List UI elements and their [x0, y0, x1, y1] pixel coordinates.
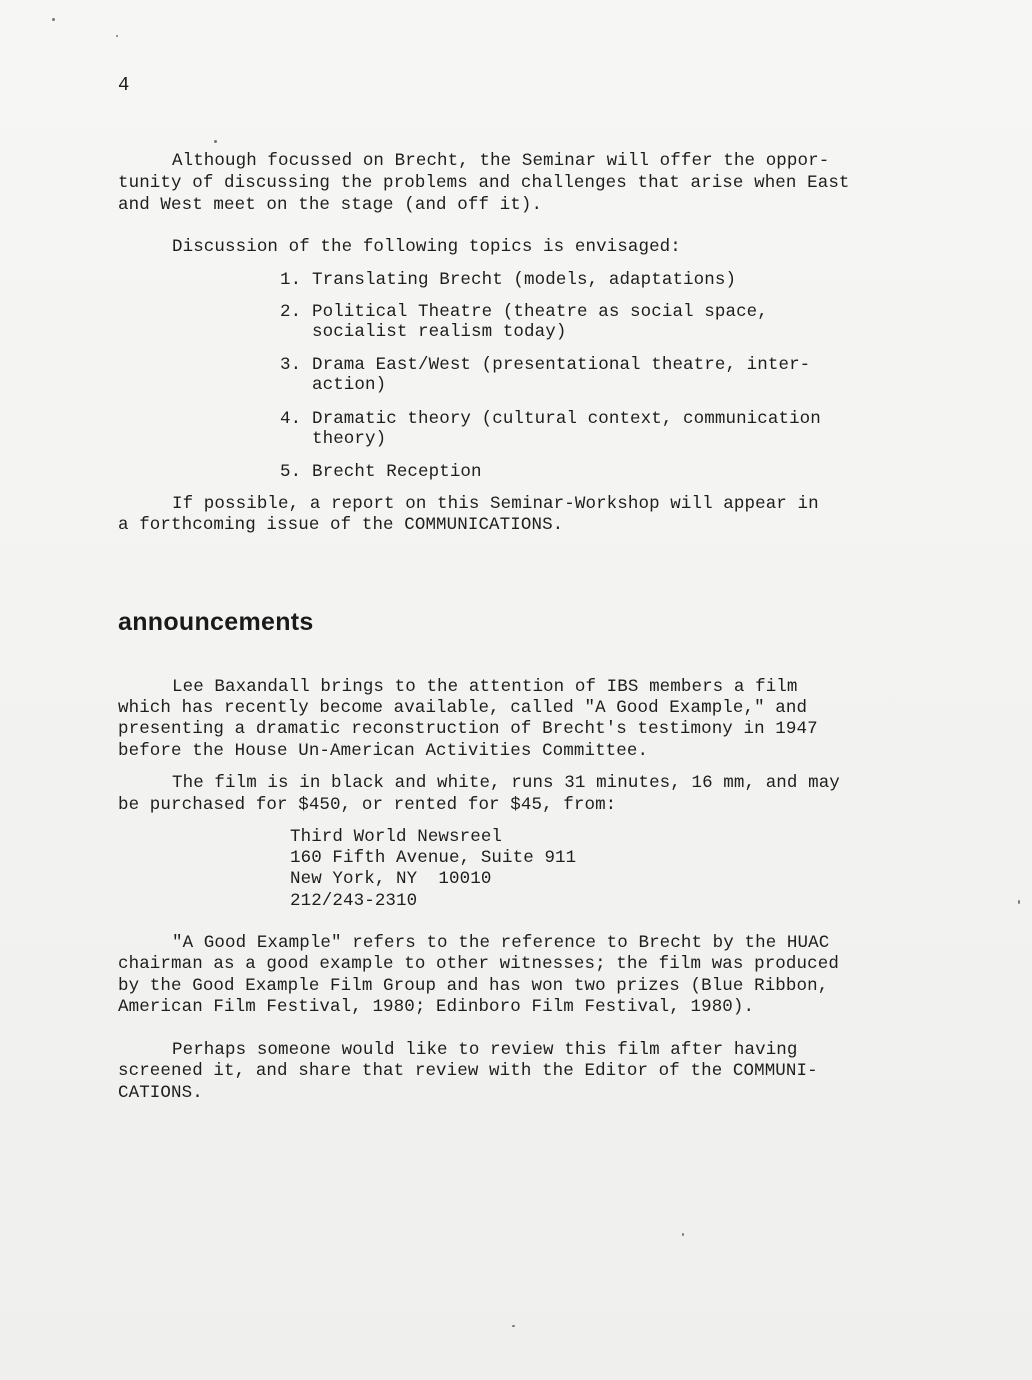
topics-lead: Discussion of the following topics is envisaged:	[172, 237, 681, 257]
paragraph-line: chairman as a good example to other witnesses; the film was produced	[118, 954, 839, 974]
scan-speck	[1018, 900, 1020, 904]
paragraph-line: "A Good Example" refers to the reference to Brecht by the HUAC	[172, 933, 830, 953]
scan-speck	[116, 35, 118, 37]
topic-text: theory)	[312, 429, 387, 449]
topic-text: action)	[312, 375, 387, 395]
scan-speck	[512, 1325, 515, 1327]
topic-number: 5.	[280, 462, 302, 482]
topic-number: 4.	[280, 409, 302, 429]
scan-speck	[52, 18, 55, 21]
topic-text: Drama East/West (presentational theatre, inter-	[312, 355, 811, 375]
scan-speck	[682, 1233, 684, 1236]
intro-line: and West meet on the stage (and off it).	[118, 195, 543, 215]
intro-line: tunity of discussing the problems and challenges that arise when East	[118, 173, 850, 193]
topic-text: Political Theatre (theatre as social space,	[312, 302, 768, 322]
paragraph-line: screened it, and share that review with the Editor of the COMMUNI-	[118, 1061, 818, 1081]
address-line: Third World Newsreel	[290, 827, 503, 847]
paragraph-line: before the House Un-American Activities Committee.	[118, 741, 649, 761]
topic-text: Brecht Reception	[312, 462, 482, 482]
paragraph-line: CATIONS.	[118, 1083, 203, 1103]
scan-speck	[214, 140, 217, 143]
paragraph-line: which has recently become available, called "A Good Example," and	[118, 698, 808, 718]
topic-text: socialist realism today)	[312, 322, 567, 342]
topic-text: Translating Brecht (models, adaptations)	[312, 270, 737, 290]
report-line: If possible, a report on this Seminar-Workshop will appear in	[172, 494, 819, 514]
section-heading: announcements	[118, 608, 314, 636]
paragraph-line: by the Good Example Film Group and has won two prizes (Blue Ribbon,	[118, 976, 829, 996]
topic-number: 1.	[280, 270, 302, 290]
page-number: 4	[118, 74, 130, 96]
topic-number: 2.	[280, 302, 302, 322]
paragraph-line: American Film Festival, 1980; Edinboro Film Festival, 1980).	[118, 997, 755, 1017]
address-line: 160 Fifth Avenue, Suite 911	[290, 848, 577, 868]
intro-line: Although focussed on Brecht, the Seminar will offer the oppor-	[172, 151, 830, 171]
paragraph-line: The film is in black and white, runs 31 minutes, 16 mm, and may	[172, 773, 840, 793]
report-line: a forthcoming issue of the COMMUNICATIONS.	[118, 515, 564, 535]
paragraph-line: Lee Baxandall brings to the attention of IBS members a film	[172, 677, 798, 697]
address-line: 212/243-2310	[290, 891, 418, 911]
topic-number: 3.	[280, 355, 302, 375]
address-line: New York, NY 10010	[290, 869, 492, 889]
paragraph-line: presenting a dramatic reconstruction of Brecht's testimony in 1947	[118, 719, 818, 739]
paragraph-line: Perhaps someone would like to review this film after having	[172, 1040, 798, 1060]
topic-text: Dramatic theory (cultural context, communication	[312, 409, 821, 429]
paragraph-line: be purchased for $450, or rented for $45, from:	[118, 795, 617, 815]
